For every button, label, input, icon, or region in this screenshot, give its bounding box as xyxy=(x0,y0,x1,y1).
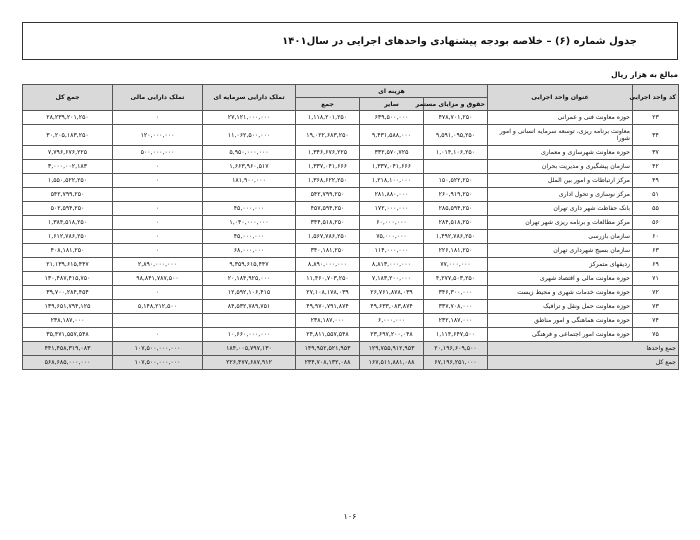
cell-financial: ۰ xyxy=(113,286,203,300)
header-expense-group: هزینه ای xyxy=(296,85,488,98)
table-row xyxy=(23,258,679,272)
cell-total: ۳۴۰,۱۸۱,۲۵۰ xyxy=(296,244,360,258)
cell-financial xyxy=(113,188,203,202)
cell-other: ۴۹,۶۳۳,۰۸۳,۸۷۴ xyxy=(360,300,424,314)
cell-total: ۱,۳۶۸,۶۲۲,۲۵۰ xyxy=(296,174,360,188)
total-cell-salary: ۶۷,۱۹۶,۲۵۱,۰۰۰ xyxy=(424,356,488,370)
header-grand-total: جمع کل xyxy=(23,85,113,111)
cell-other: ۱,۳۳۷,۰۴۱,۶۶۶ xyxy=(360,160,424,174)
cell-capital: ۱۸۱,۹۰۰,۰۰۰ xyxy=(203,174,296,188)
page-number: ۱۰۶ xyxy=(343,512,357,521)
table-row xyxy=(23,125,679,146)
cell-total: ۱,۳۴۶,۶۷۶,۲۲۵ xyxy=(296,146,360,160)
cell-salary: ۱,۴۹۲,۷۸۶,۲۵۰ xyxy=(424,230,488,244)
table-row xyxy=(23,146,679,160)
cell-total: ۴۵۷,۵۹۴,۲۵۰ xyxy=(296,202,360,216)
cell-other: ۶۰,۰۰۰,۰۰۰ xyxy=(360,216,424,230)
total-cell-grand: ۵۶۸,۶۸۵,۰۰۰,۰۰۰ xyxy=(23,356,113,370)
subtotal-cell-financial: ۱۰۷,۵۰۰,۰۰۰,۰۰۰ xyxy=(113,342,203,356)
cell-total: ۱,۵۶۷,۷۸۶,۲۵۰ xyxy=(296,230,360,244)
cell-financial: ۰ xyxy=(113,216,203,230)
cell-grand: ۳۹,۷۰۰,۲۸۴,۴۵۴ xyxy=(23,286,113,300)
cell-financial: ۰ xyxy=(113,230,203,244)
cell-name: حوزه معاونت خدمات شهری و محیط زیست xyxy=(488,286,633,300)
cell-financial: ۲,۸۹۰,۰۰۰,۰۰۰ xyxy=(113,258,203,272)
table-header xyxy=(23,85,679,111)
cell-code: ۶۳ xyxy=(633,244,679,258)
total-row xyxy=(23,356,679,370)
cell-code: ۵۵ xyxy=(633,202,679,216)
cell-other: ۷۵,۰۰۰,۰۰۰ xyxy=(360,230,424,244)
cell-capital: ۵,۹۵۰,۰۰۰,۰۰۰ xyxy=(203,146,296,160)
cell-financial: ۰ xyxy=(113,174,203,188)
cell-other: ۲۶,۷۶۱,۸۷۸,۰۳۹ xyxy=(360,286,424,300)
header-expense-total: جمع xyxy=(296,98,360,111)
cell-total: ۱۹,۰۲۲,۶۸۳,۲۵۰ xyxy=(296,125,360,146)
cell-capital: ۴۵,۰۰۰,۰۰۰ xyxy=(203,202,296,216)
cell-name: حوزه معاونت امور اجتماعی و فرهنگی xyxy=(488,328,633,342)
cell-name: ردیفهای متمرکز xyxy=(488,258,633,272)
cell-salary: ۲۳۲,۱۸۷,۰۰۰ xyxy=(424,314,488,328)
cell-capital: ۲۷,۱۲۱,۰۰۰,۰۰۰ xyxy=(203,111,296,125)
total-cell-capital: ۲۲۶,۴۷۷,۶۸۷,۹۱۲ xyxy=(203,356,296,370)
cell-grand: ۲۸,۲۳۹,۲۰۱,۲۵۰ xyxy=(23,111,113,125)
table-row xyxy=(23,174,679,188)
cell-name: سازمان بسیج شهرداری تهران xyxy=(488,244,633,258)
header-code: کد واحد اجرایی xyxy=(633,85,679,111)
cell-grand: ۱,۶۱۲,۷۸۶,۲۵۰ xyxy=(23,230,113,244)
cell-other: ۱۷۲,۰۰۰,۰۰۰ xyxy=(360,202,424,216)
total-label: جمع کل xyxy=(488,356,679,370)
cell-capital: ۸۴,۵۳۲,۷۸۹,۷۵۱ xyxy=(203,300,296,314)
table-row xyxy=(23,230,679,244)
cell-salary: ۲۸۵,۵۹۴,۲۵۰ xyxy=(424,202,488,216)
subtotal-cell-salary: ۲۰,۱۹۶,۶۰۹,۵۰۰ xyxy=(424,342,488,356)
cell-financial xyxy=(113,314,203,328)
cell-salary: ۳۴۶,۳۰۰,۰۰۰ xyxy=(424,286,488,300)
cell-other: ۱,۲۱۸,۱۰۰,۰۰۰ xyxy=(360,174,424,188)
table-row xyxy=(23,272,679,286)
cell-grand: ۲۳۸,۱۸۷,۰۰۰ xyxy=(23,314,113,328)
cell-salary: ۱,۰۱۴,۱۰۶,۲۵۰ xyxy=(424,146,488,160)
cell-financial: ۰ xyxy=(113,244,203,258)
table-title-text: جدول شماره (۶) – خلاصه بودجه پیشنهادی واحدهای اجرایی در سال۱۴۰۱ xyxy=(282,35,637,47)
unit-label: مبالغ به هزار ریال xyxy=(611,70,678,79)
cell-financial: ۰ xyxy=(113,160,203,174)
cell-other: ۷,۱۸۳,۲۰۰,۰۰۰ xyxy=(360,272,424,286)
cell-name: حوزه معاونت حمل ونقل و ترافیک xyxy=(488,300,633,314)
cell-code: ۷۱ xyxy=(633,272,679,286)
cell-grand: ۵۰۲,۵۹۴,۲۵۰ xyxy=(23,202,113,216)
cell-salary: ۴۷۸,۷۰۱,۲۵۰ xyxy=(424,111,488,125)
table-title xyxy=(22,22,678,60)
cell-other: ۸,۸۱۳,۰۰۰,۰۰۰ xyxy=(360,258,424,272)
cell-financial: ۰ xyxy=(113,202,203,216)
cell-capital: ۱,۶۶۳,۹۶۰,۵۱۷ xyxy=(203,160,296,174)
cell-total: ۲۴,۸۱۱,۵۵۷,۵۴۸ xyxy=(296,328,360,342)
cell-financial: ۱۲۰,۰۰۰,۰۰۰ xyxy=(113,125,203,146)
cell-grand: ۳۰,۲۰۵,۱۸۳,۲۵۰ xyxy=(23,125,113,146)
cell-financial: ۹۸,۸۴۱,۷۸۷,۵۰۰ xyxy=(113,272,203,286)
cell-code: ۴۲ xyxy=(633,160,679,174)
subtotal-row xyxy=(23,342,679,356)
subtotal-cell-grand: ۴۴۱,۴۵۸,۳۱۹,۰۸۳ xyxy=(23,342,113,356)
cell-total: ۵۴۲,۷۹۹,۲۵۰ xyxy=(296,188,360,202)
cell-code: ۵۶ xyxy=(633,216,679,230)
cell-name: بانک حفاظت شهر داری تهران xyxy=(488,202,633,216)
cell-salary: ۷۷,۰۰۰,۰۰۰ xyxy=(424,258,488,272)
cell-code: ۲۳ xyxy=(633,111,679,125)
cell-code: ۶۰ xyxy=(633,230,679,244)
table-row xyxy=(23,286,679,300)
cell-capital: ۱۰,۶۶۰,۰۰۰,۰۰۰ xyxy=(203,328,296,342)
header-capital: تملک دارایی سرمایه ای xyxy=(203,85,296,111)
cell-code: ۷۴ xyxy=(633,314,679,328)
cell-grand: ۱,۳۸۴,۵۱۸,۲۵۰ xyxy=(23,216,113,230)
cell-salary: ۳۳۷,۷۰۸,۰۰۰ xyxy=(424,300,488,314)
cell-name xyxy=(488,125,633,146)
header-other: سایر xyxy=(360,98,424,111)
budget-table xyxy=(22,84,679,370)
cell-other: ۲۳,۶۹۷,۲۰۰,۰۴۸ xyxy=(360,328,424,342)
cell-total: ۱,۳۳۷,۰۴۱,۶۶۶ xyxy=(296,160,360,174)
table-row xyxy=(23,160,679,174)
table-row xyxy=(23,216,679,230)
table-row xyxy=(23,111,679,125)
cell-other: ۱۱۴,۰۰۰,۰۰۰ xyxy=(360,244,424,258)
cell-salary: ۴,۲۷۷,۵۰۳,۲۵۰ xyxy=(424,272,488,286)
cell-total: ۱۱,۴۶۰,۷۰۳,۲۵۰ xyxy=(296,272,360,286)
cell-grand: ۵۴۲,۷۹۹,۲۵۰ xyxy=(23,188,113,202)
table-row xyxy=(23,202,679,216)
cell-code: ۶۹ xyxy=(633,258,679,272)
cell-other: ۹,۴۳۱,۵۸۸,۰۰۰ xyxy=(360,125,424,146)
cell-name: حوزه معاونت شهرسازی و معماری xyxy=(488,146,633,160)
cell-code: ۴۹ xyxy=(633,174,679,188)
header-name: عنوان واحد اجرایی xyxy=(488,85,633,111)
cell-name: مرکز مطالعات و برنامه ریزی شهر تهران xyxy=(488,216,633,230)
cell-financial: ۵,۱۴۸,۲۱۲,۵۰۰ xyxy=(113,300,203,314)
cell-salary: ۹,۵۹۱,۰۹۵,۲۵۰ xyxy=(424,125,488,146)
cell-other: ۶۳۹,۵۰۰,۰۰۰ xyxy=(360,111,424,125)
cell-capital: ۲۰,۱۸۴,۹۲۵,۰۰۰ xyxy=(203,272,296,286)
cell-grand: ۱,۵۵۰,۵۲۲,۲۵۰ xyxy=(23,174,113,188)
cell-total: ۸,۸۹۰,۰۰۰,۰۰۰ xyxy=(296,258,360,272)
cell-total: ۳۴۴,۵۱۸,۲۵۰ xyxy=(296,216,360,230)
total-cell-financial: ۱۰۷,۵۰۰,۰۰۰,۰۰۰ xyxy=(113,356,203,370)
cell-grand: ۱۳۰,۴۸۷,۴۱۵,۷۵۰ xyxy=(23,272,113,286)
cell-salary: ۱۵۰,۵۲۲,۲۵۰ xyxy=(424,174,488,188)
cell-grand: ۳,۰۰۰,۰۰۲,۱۸۳ xyxy=(23,160,113,174)
subtotal-label: جمع واحدها xyxy=(488,342,679,356)
table-row xyxy=(23,314,679,328)
cell-name-text: معاونت برنامه ریزی، توسعه سرمایه انسانی و امور شورا xyxy=(499,128,630,142)
table-row xyxy=(23,328,679,342)
subtotal-cell-capital: ۱۸۴,۰۰۵,۷۹۷,۱۳۰ xyxy=(203,342,296,356)
cell-salary: ۲۲۶,۱۸۱,۲۵۰ xyxy=(424,244,488,258)
cell-name: مرکز ارتباطات و امور بین الملل xyxy=(488,174,633,188)
cell-grand: ۷,۷۹۶,۶۷۶,۲۲۵ xyxy=(23,146,113,160)
cell-capital xyxy=(203,314,296,328)
cell-salary: ۱,۱۱۴,۶۴۷,۵۰۰ xyxy=(424,328,488,342)
cell-code: ۵۱ xyxy=(633,188,679,202)
cell-code: ۳۴ xyxy=(633,125,679,146)
cell-name: حوزه معاونت فنی و عمرانی xyxy=(488,111,633,125)
cell-name: مرکز نوسازی و تحول اداری xyxy=(488,188,633,202)
cell-grand: ۴۰۸,۱۸۱,۲۵۰ xyxy=(23,244,113,258)
cell-code: ۷۵ xyxy=(633,328,679,342)
cell-other: ۲۸۱,۸۸۰,۰۰۰ xyxy=(360,188,424,202)
header-financial: تملک دارایی مالی xyxy=(113,85,203,111)
cell-name: حوزه معاونت مالی و اقتصاد شهری xyxy=(488,272,633,286)
cell-financial: ۰ xyxy=(113,328,203,342)
cell-name: سازمان پیشگیری و مدیریت بحران xyxy=(488,160,633,174)
cell-other: ۳۳۲,۵۷۰,۷۲۵ xyxy=(360,146,424,160)
cell-capital: ۱,۰۴۰,۰۰۰,۰۰۰ xyxy=(203,216,296,230)
cell-capital xyxy=(203,188,296,202)
cell-grand: ۱۳۹,۶۵۱,۷۹۴,۱۲۵ xyxy=(23,300,113,314)
cell-total: ۲۳۸,۱۸۷,۰۰۰ xyxy=(296,314,360,328)
cell-total: ۲۷,۱۰۸,۱۷۸,۰۳۹ xyxy=(296,286,360,300)
cell-capital: ۱۱,۰۶۲,۵۰۰,۰۰۰ xyxy=(203,125,296,146)
cell-financial: ۰ xyxy=(113,111,203,125)
cell-total: ۱,۱۱۸,۲۰۱,۲۵۰ xyxy=(296,111,360,125)
cell-salary: ۲۶۰,۹۱۹,۲۵۰ xyxy=(424,188,488,202)
cell-total: ۴۹,۹۷۰,۷۹۱,۸۷۴ xyxy=(296,300,360,314)
cell-capital: ۴۵,۰۰۰,۰۰۰ xyxy=(203,230,296,244)
table-row xyxy=(23,300,679,314)
cell-grand: ۲۱,۱۳۹,۶۱۵,۴۴۷ xyxy=(23,258,113,272)
cell-code: ۳۷ xyxy=(633,146,679,160)
cell-salary: ۲۸۴,۵۱۸,۲۵۰ xyxy=(424,216,488,230)
table-row xyxy=(23,188,679,202)
cell-name: سازمان بازرسی xyxy=(488,230,633,244)
cell-capital: ۱۲,۵۹۲,۱۰۶,۴۱۵ xyxy=(203,286,296,300)
cell-capital: ۶۸,۰۰۰,۰۰۰ xyxy=(203,244,296,258)
cell-other: ۶,۰۰۰,۰۰۰ xyxy=(360,314,424,328)
total-cell-total: ۲۳۴,۷۰۸,۱۳۲,۰۸۸ xyxy=(296,356,360,370)
cell-code: ۷۳ xyxy=(633,300,679,314)
header-salary: حقوق و مزایای مستمر xyxy=(424,98,488,111)
cell-name: حوزه معاونت هماهنگی و امور مناطق xyxy=(488,314,633,328)
table-row xyxy=(23,244,679,258)
cell-grand: ۳۵,۴۷۱,۵۵۷,۵۴۸ xyxy=(23,328,113,342)
subtotal-cell-total: ۱۴۹,۹۵۲,۵۲۱,۹۵۳ xyxy=(296,342,360,356)
total-cell-other: ۱۶۷,۵۱۱,۸۸۱,۰۸۸ xyxy=(360,356,424,370)
cell-code: ۷۲ xyxy=(633,286,679,300)
cell-capital: ۹,۳۵۹,۶۱۵,۴۴۷ xyxy=(203,258,296,272)
cell-salary xyxy=(424,160,488,174)
subtotal-cell-other: ۱۲۹,۷۵۵,۹۱۲,۹۵۳ xyxy=(360,342,424,356)
table-body xyxy=(23,111,679,370)
cell-financial: ۵۰۰,۰۰۰,۰۰۰ xyxy=(113,146,203,160)
